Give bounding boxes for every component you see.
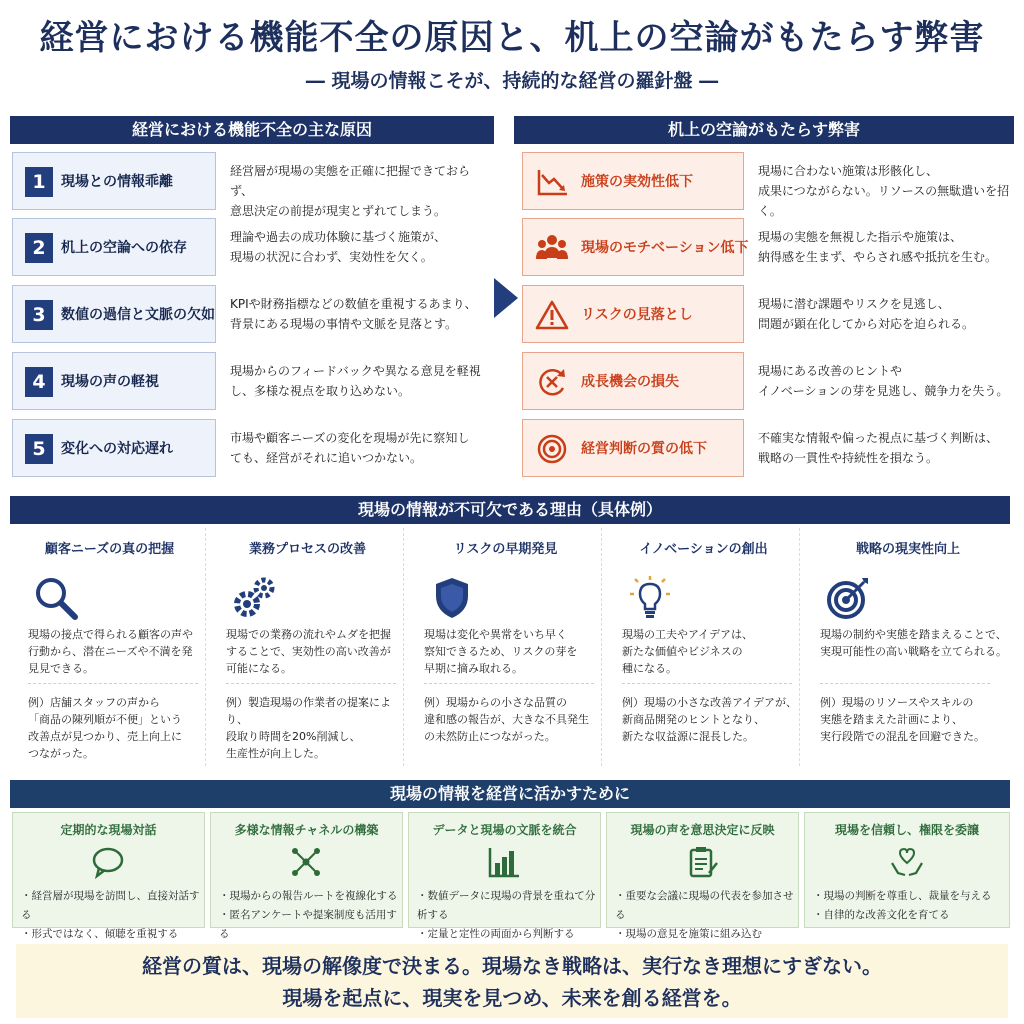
reason-description: 現場の工夫やアイデアは、 新たな価値やビジネスの 種になる。 <box>622 628 754 675</box>
cause-label: 現場との情報乖離 <box>61 174 173 190</box>
cause-number: 3 <box>25 300 53 330</box>
cause-label: 変化への対応遅れ <box>61 441 173 457</box>
clipboard-icon <box>685 845 719 879</box>
action-card <box>210 812 403 940</box>
action-bullet: ・数値データに現場の背景を重ねて分析する <box>417 890 596 921</box>
gears-icon <box>230 574 278 622</box>
reason-column <box>212 528 404 766</box>
cause-row <box>12 285 492 345</box>
action-card <box>408 812 601 940</box>
harm-description: 不確実な情報や偏った視点に基づく判断は、 戦略の一貫性や持続性を損なう。 <box>758 431 999 465</box>
cause-row <box>12 152 492 218</box>
warning-triangle-icon <box>535 299 569 331</box>
action-bullet: ・自律的な改善文化を育てる <box>813 909 950 921</box>
action-bullet: ・定量と定性の両面から判断する <box>417 928 575 940</box>
harms-heading: 机上の空論がもたらす弊害 <box>514 116 1014 144</box>
cause-number: 1 <box>25 167 53 197</box>
cause-label-box <box>12 285 216 343</box>
action-bullet: ・形式ではなく、傾聴を重視する <box>21 928 179 940</box>
reason-description: 現場の接点で得られる顧客の声や 行動から、潜在ニーズや不満を発 見見できる。 <box>28 628 193 675</box>
harm-label: 成長機会の損失 <box>581 374 679 390</box>
action-title: データと現場の文脈を統合 <box>432 823 577 837</box>
bar-chart-icon <box>487 845 521 879</box>
closing-banner <box>16 944 1008 1018</box>
lightbulb-icon <box>626 574 674 622</box>
declining-chart-icon <box>535 166 569 198</box>
reason-example: 例）店舗スタッフの声から 「商品の陳列順が不便」という 改善点が見つかり、売上向上に つながった。 <box>28 696 182 760</box>
cause-label-box <box>12 352 216 410</box>
reason-title: 戦略の現実性向上 <box>855 542 960 557</box>
team-people-icon <box>535 232 569 264</box>
magnifier-icon <box>32 574 80 622</box>
harm-label: 現場のモチベーション低下 <box>581 240 749 256</box>
arrow-right-icon <box>492 274 520 322</box>
cause-number: 4 <box>25 367 53 397</box>
cause-number: 5 <box>25 434 53 464</box>
target-arrow-icon <box>824 574 872 622</box>
reason-column <box>14 528 206 766</box>
reason-title: リスクの早期発見 <box>453 542 558 557</box>
harm-row <box>522 352 1018 412</box>
reason-example: 例）製造現場の作業者の提案により、 段取り時間を20%削減し、 生産性が向上した。 <box>226 696 391 760</box>
page-subtitle: ― 現場の情報こそが、持続的な経営の羅針盤 ― <box>305 70 719 92</box>
network-icon <box>289 845 323 879</box>
cause-label-box <box>12 218 216 276</box>
action-title: 多様な情報チャネルの構築 <box>234 823 379 837</box>
cause-label-box <box>12 152 216 210</box>
missed-opportunity-icon <box>535 366 569 398</box>
action-card <box>804 812 1010 928</box>
harm-row <box>522 218 1018 278</box>
cause-row <box>12 419 492 479</box>
action-bullet: ・経営層が現場を訪問し、直接対話する <box>21 890 200 921</box>
harm-row <box>522 152 1018 218</box>
cause-description: 現場からのフィードバックや異なる意見を軽視 し、多様な視点を取り込めない。 <box>230 364 481 398</box>
action-bullet: ・現場の判断を尊重し、裁量を与える <box>813 890 992 902</box>
reasons-heading: 現場の情報が不可欠である理由（具体例） <box>10 496 1010 524</box>
cause-label: 机上の空論への依存 <box>61 240 187 256</box>
reason-column <box>608 528 800 766</box>
reason-title: 業務プロセスの改善 <box>248 542 366 557</box>
actions-heading: 現場の情報を経営に活かすために <box>10 780 1010 808</box>
action-bullet: ・現場の意見を施策に組み込む <box>615 928 762 940</box>
cause-description: 理論や過去の成功体験に基づく施策が、 現場の状況に合わず、実効性を欠く。 <box>230 230 447 264</box>
reason-column <box>410 528 602 766</box>
harm-description: 現場の実態を無視した指示や施策は、 納得感を生まず、やらされ感や抵抗を生む。 <box>758 230 998 264</box>
cause-label: 数値の過信と文脈の欠如 <box>61 307 215 323</box>
chat-bubble-icon <box>91 845 125 879</box>
cause-number: 2 <box>25 233 53 263</box>
action-card <box>12 812 205 940</box>
reason-column <box>806 528 1010 766</box>
harm-label-box <box>522 352 744 410</box>
harm-label-box <box>522 218 749 276</box>
harm-description: 現場に合わない施策は形骸化し、 成果につながらない。リソースの無駄遣いを招く。 <box>758 164 1010 218</box>
cause-row <box>12 352 492 412</box>
harm-row <box>522 285 1018 345</box>
reason-title: イノベーションの創出 <box>639 542 768 557</box>
reason-description: 現場は変化や異常をいち早く 察知できるため、リスクの芽を 早期に摘み取れる。 <box>424 628 578 675</box>
cause-label: 現場の声の軽視 <box>61 374 159 390</box>
cause-description: 経営層が現場の実態を正確に把握できておらず、 意思決定の前提が現実とずれてしまう。 <box>230 164 471 218</box>
reason-example: 例）現場からの小さな品質の 違和感の報告が、大きな不具発生 の未然防止につながった。 <box>424 696 589 743</box>
harm-label: 経営判断の質の低下 <box>581 441 707 457</box>
cause-description: 市場や顧客ニーズの変化を現場が先に察知し ても、経営がそれに追いつかない。 <box>230 431 470 465</box>
cause-row <box>12 218 492 278</box>
action-title: 現場の声を意思決定に反映 <box>630 823 775 837</box>
page-title: 経営における機能不全の原因と、机上の空論がもたらす弊害 <box>39 18 985 58</box>
reason-title: 顧客ニーズの真の把握 <box>44 542 175 557</box>
closing-line-1: 経営の質は、現場の解像度で決まる。現場なき戦略は、実行なき理想にすぎない。 <box>142 954 882 978</box>
cause-label-box <box>12 419 216 477</box>
reason-example: 例）現場の小さな改善アイデアが、 新商品開発のヒントとなり、 新たな収益源に混長した。 <box>622 696 798 743</box>
harm-description: 現場にある改善のヒントや イノベーションの芽を見逃し、競争力を失う。 <box>758 364 1009 398</box>
action-card <box>606 812 799 940</box>
reason-description: 現場での業務の流れやムダを把握 することで、実効性の高い改善が 可能になる。 <box>226 628 391 675</box>
action-bullet: ・現場からの報告ルートを複線化する <box>219 890 398 902</box>
target-icon <box>535 433 569 465</box>
heart-hands-icon <box>890 845 924 879</box>
action-title: 定期的な現場対話 <box>60 823 157 837</box>
harm-label: 施策の実効性低下 <box>581 174 693 190</box>
harm-label-box <box>522 152 744 210</box>
action-bullet: ・重要な会議に現場の代表を参加させる <box>615 890 794 921</box>
cause-description: KPIや財務指標などの数値を重視するあまり、 背景にある現場の事情や文脈を見落とす。 <box>230 297 477 331</box>
harm-description: 現場に潜む課題やリスクを見逃し、 問題が顕在化してから対応を迫られる。 <box>758 297 975 331</box>
closing-line-2: 現場を起点に、現実を見つめ、未来を創る経営を。 <box>282 986 742 1010</box>
shield-icon <box>428 574 476 622</box>
harm-label-box <box>522 285 744 343</box>
reason-example: 例）現場のリソースやスキルの 実態を踏まえた計画により、 実行段階での混乱を回避できた。 <box>820 696 985 743</box>
harm-label-box <box>522 419 744 477</box>
harm-label: リスクの見落とし <box>581 307 693 323</box>
reason-description: 現場の制約や実態を踏まえることで、 実現可能性の高い戦略を立てられる。 <box>820 628 1007 658</box>
action-bullet: ・匿名アンケートや提案制度も活用する <box>219 909 397 940</box>
harm-row <box>522 419 1018 479</box>
action-title: 現場を信頼し、権限を委譲 <box>834 823 979 837</box>
causes-heading: 経営における機能不全の主な原因 <box>10 116 494 144</box>
